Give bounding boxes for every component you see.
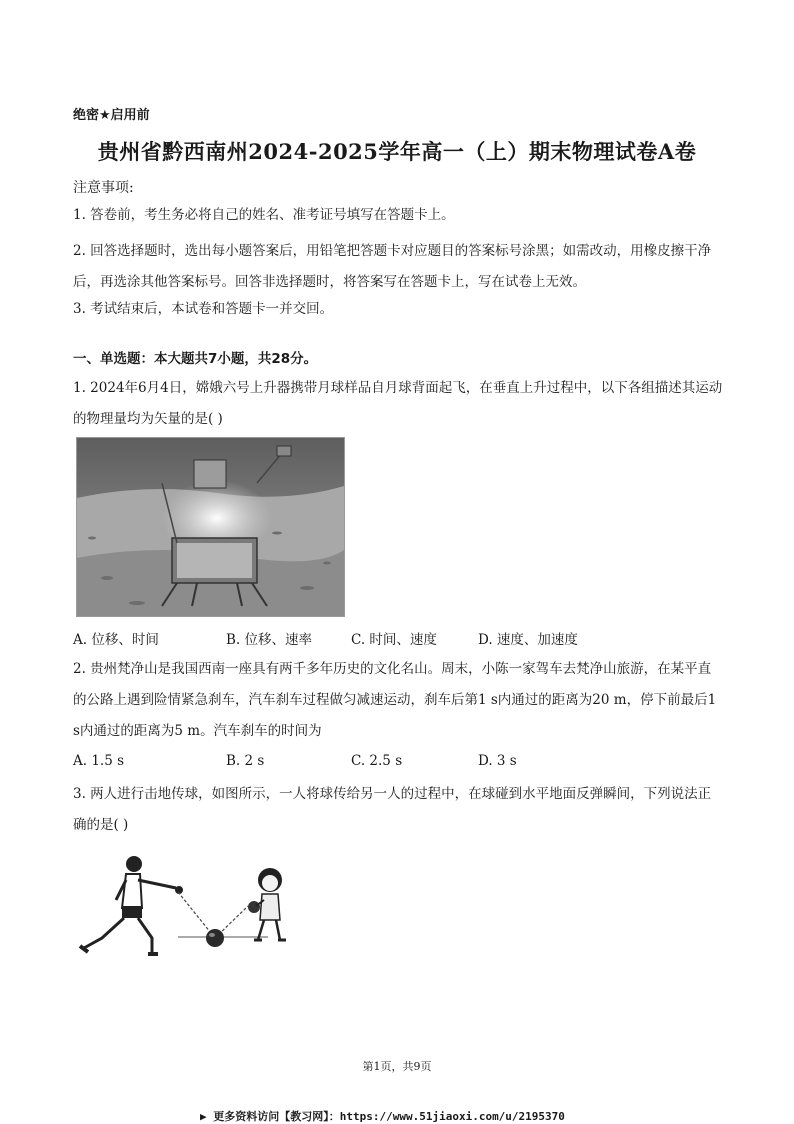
question-1-stem: 1. 2024年6月4日，嫦娥六号上升器携带月球样品自月球背面起飞，在垂直上升过程中，以下各组描述其运动的物理量均为矢量的是( ) [73, 380, 723, 427]
question-3-stem: 3. 两人进行击地传球，如图所示，一人将球传给另一人的过程中，在球碰到水平地面反弹瞬间，下列说法正确的是( ) [73, 786, 712, 833]
option-a[interactable]: A. 1.5 s [73, 753, 125, 769]
option-c[interactable]: C. 2.5 s [351, 753, 403, 769]
option-a[interactable]: A. 位移、时间 [73, 632, 159, 648]
question-1-options [73, 628, 723, 650]
page-title: 贵州省黔西南州2024-2025学年高一（上）期末物理试卷A卷 [97, 139, 697, 164]
option-d[interactable]: D. 3 s [478, 753, 517, 769]
notes-heading: 注意事项: [73, 180, 134, 196]
option-b[interactable]: B. 位移、速率 [226, 632, 313, 648]
note-item-2: 2. 回答选择题时，选出每小题答案后，用铅笔把答题卡对应题目的答案标号涂黑；如需改动，用橡皮擦干净后，再选涂其他答案标号。回答非选择题时，将答案写在答题卡上，写在试卷上无效。 [73, 243, 712, 290]
section-heading: 一、单选题：本大题共7小题，共28分。 [73, 351, 318, 367]
lunar-lander-photo [76, 437, 345, 617]
question-2-stem: 2. 贵州梵净山是我国西南一座具有两千多年历史的文化名山。周末，小陈一家驾车去梵净山旅游，在某平直的公路上遇到险情紧急刹车，汽车刹车过程做匀减速运动，刹车后第1 s内通过的距离为20 m，停下前最后1 s内通过的距离为5 m。汽车刹车的时间为 [73, 661, 717, 739]
note-item-1: 1. 答卷前，考生务必将自己的姓名、准考证号填写在答题卡上。 [73, 207, 455, 223]
option-d[interactable]: D. 速度、加速度 [478, 632, 578, 648]
note-item-3: 3. 考试结束后，本试卷和答题卡一并交回。 [73, 301, 334, 317]
bounce-pass-figure [78, 850, 288, 970]
option-b[interactable]: B. 2 s [226, 753, 265, 769]
option-c[interactable]: C. 时间、速度 [351, 632, 437, 648]
page-footer: 第1页，共9页 [362, 1060, 432, 1073]
question-2-options [73, 753, 723, 775]
download-ad-link[interactable]: ▶ 更多资料访问【教习网】：https://www.51jiaoxi.com/u/2195370 [200, 1110, 565, 1123]
confidential-label: 绝密★启用前 [73, 108, 150, 123]
